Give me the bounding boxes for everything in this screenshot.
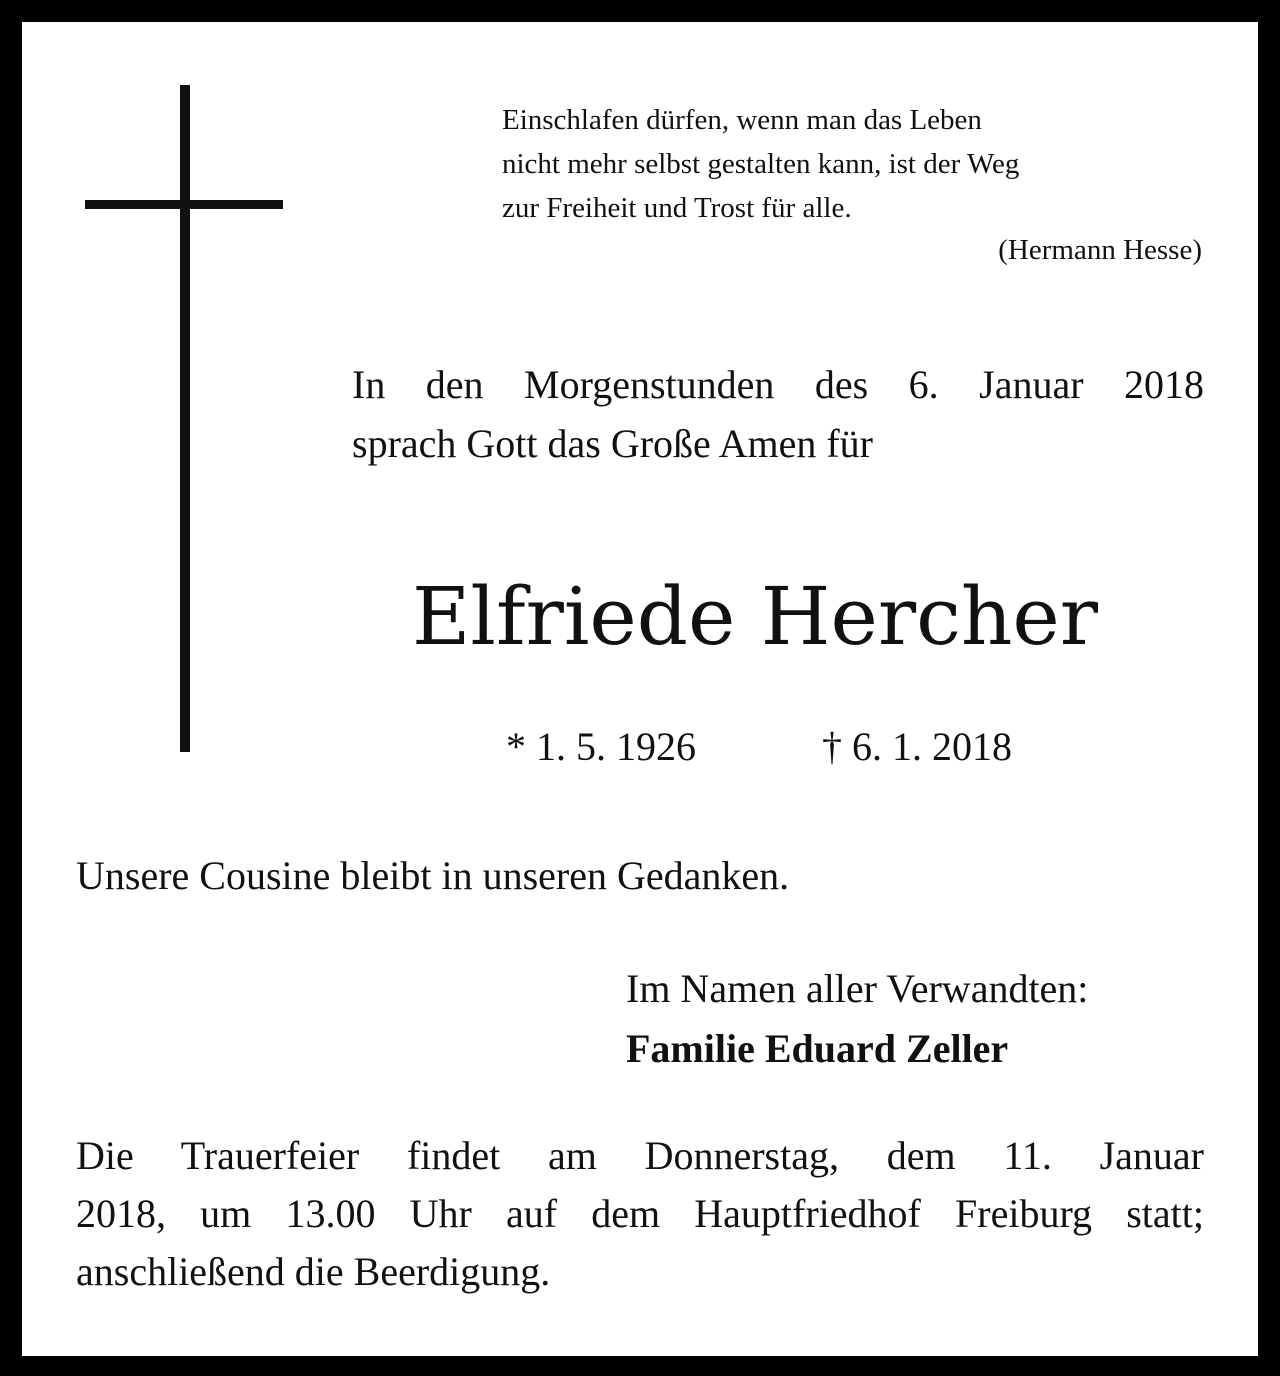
remembrance-line: Unsere Cousine bleibt in unseren Gedanken. xyxy=(76,853,790,898)
death-announcement-intro xyxy=(352,355,1204,473)
hesse-quote xyxy=(502,98,1202,272)
obituary-notice xyxy=(22,22,1258,1356)
cross-vertical-bar xyxy=(180,85,190,752)
quote-author: (Hermann Hesse) xyxy=(998,234,1202,266)
deceased-name: Elfriede Hercher xyxy=(412,570,1099,663)
signature-intro: Im Namen aller Verwandten: xyxy=(626,966,1089,1011)
death-date: † 6. 1. 2018 xyxy=(822,724,1012,769)
funeral-details xyxy=(76,1127,1204,1301)
funeral-line: anschließend die Beerdigung. xyxy=(76,1249,551,1294)
quote-line: Einschlafen dürfen, wenn man das Leben xyxy=(502,104,982,136)
quote-line: zur Freiheit und Trost für alle. xyxy=(502,192,852,224)
cross-horizontal-bar xyxy=(85,200,283,209)
intro-line: In den Morgenstunden des 6. Januar 2018 xyxy=(352,362,1204,407)
intro-line: sprach Gott das Große Amen für xyxy=(352,421,873,466)
quote-line: nicht mehr selbst gestalten kann, ist der Weg xyxy=(502,148,1020,180)
signature-block xyxy=(626,959,1088,1079)
funeral-line: 2018, um 13.00 Uhr auf dem Hauptfriedhof Freiburg statt; xyxy=(76,1191,1204,1236)
signature-family: Familie Eduard Zeller xyxy=(626,1026,1009,1071)
birth-date: * 1. 5. 1926 xyxy=(506,724,696,769)
funeral-line: Die Trauerfeier findet am Donnerstag, dem 11. Januar xyxy=(76,1133,1204,1178)
